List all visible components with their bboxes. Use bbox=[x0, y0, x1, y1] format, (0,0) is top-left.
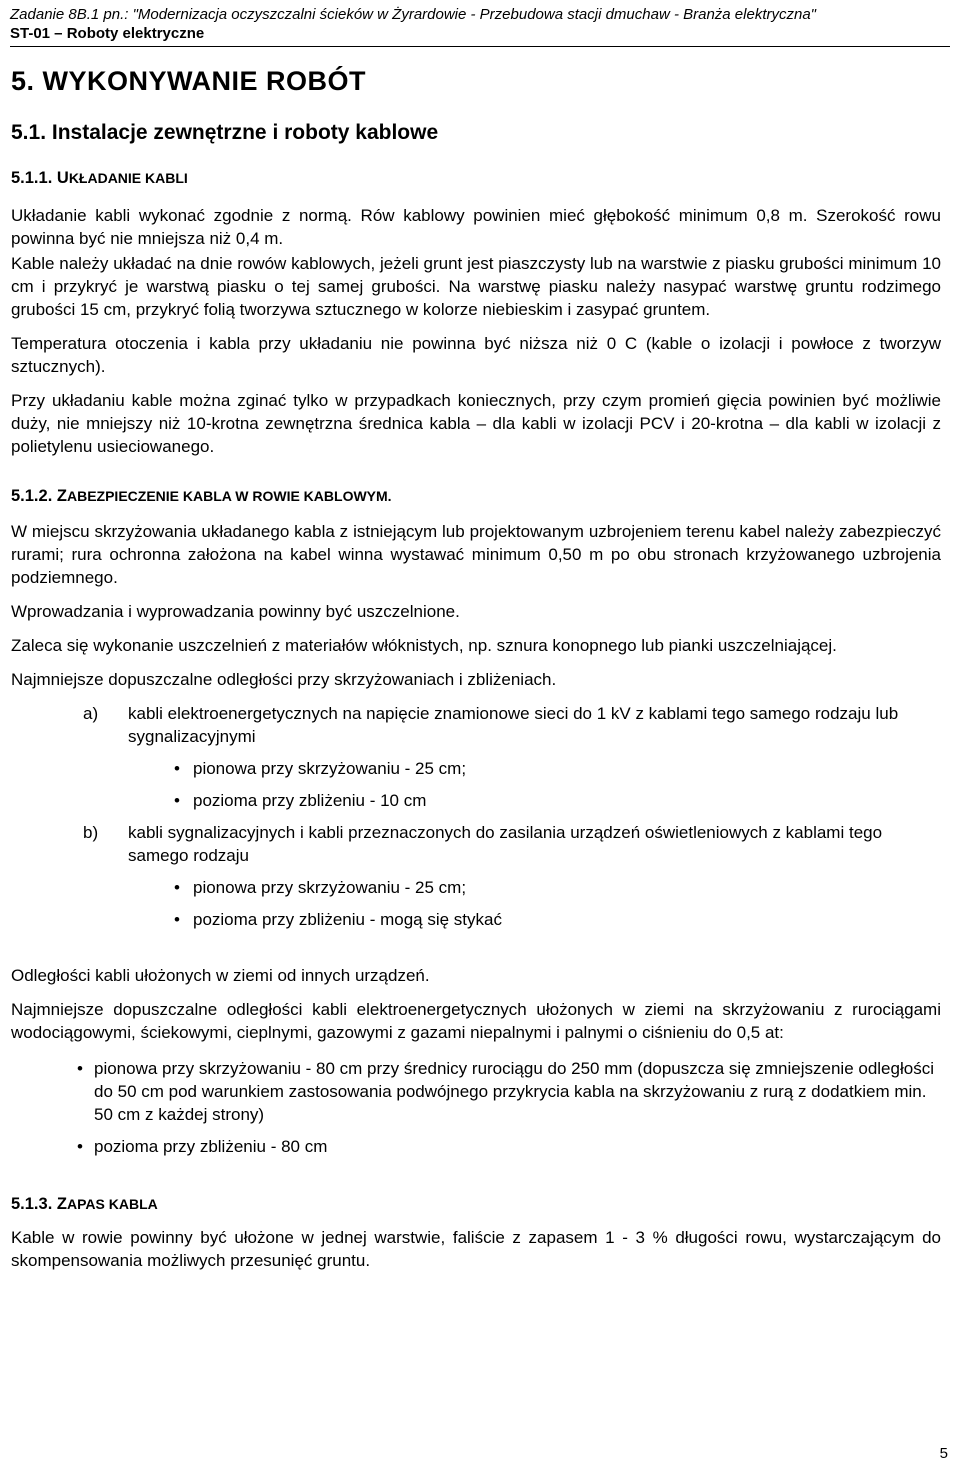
paragraph: Odległości kabli ułożonych w ziemi od innych urządzeń. bbox=[11, 966, 430, 985]
list-text: pionowa przy skrzyżowaniu - 80 cm przy średnicy rurociągu do 250 mm (dopuszcza się zmniejszenie odległości do 50 cm pod warunkiem zastosowania podwójnego przykrycia kabla na skrzyżowaniu z rurą z dodatkiem min. 50 cm z każdej strony) bbox=[94, 1059, 934, 1124]
list-text: pozioma przy zbliżeniu - 80 cm bbox=[94, 1137, 328, 1156]
paragraph: W miejscu skrzyżowania układanego kabla z istniejącym lub projektowanym uzbrojeniem terenu kabel należy zabezpieczyć rurami; rura ochronna założona na kabel winna wystawać minimum 0,50 m po obu stronach krzyżowanego uzbrojenia podziemnego. bbox=[11, 522, 941, 587]
list-item bbox=[11, 1135, 941, 1158]
sub-list-text: pozioma przy zbliżeniu - 10 cm bbox=[193, 791, 427, 810]
section-rest: KŁADANIE KABLI bbox=[68, 170, 188, 186]
section-rest: ABEZPIECZENIE KABLA W ROWIE KABLOWYM. bbox=[66, 488, 392, 504]
bullet-icon: • bbox=[77, 1059, 83, 1078]
section-title-5-1-3 bbox=[11, 1192, 941, 1216]
paragraph: Najmniejsze dopuszczalne odległości przy skrzyżowaniach i zbliżeniach. bbox=[11, 670, 557, 689]
sub-list-item bbox=[11, 757, 941, 780]
sub-list-text: pionowa przy skrzyżowaniu - 25 cm; bbox=[193, 878, 467, 897]
paragraph: Przy układaniu kable można zginać tylko w przypadkach koniecznych, przy czym promień gięcia powinien być możliwie duży, nie mniejszy niż 10-krotna zewnętrzna średnica kabla – dla kabli w izolacji PCV i 20-krotna – dla kabli w izolacji z polietylenu usieciowanego. bbox=[11, 391, 941, 456]
sub-list-item bbox=[11, 876, 941, 899]
bullet-icon: • bbox=[174, 759, 180, 778]
header-spec-code: ST-01 – Roboty elektryczne bbox=[10, 25, 205, 42]
list-item bbox=[11, 1057, 941, 1126]
sub-list-item bbox=[11, 789, 941, 812]
list-text: kabli sygnalizacyjnych i kabli przeznaczonych do zasilania urządzeń oświetleniowych z kablami tego samego rodzaju bbox=[128, 823, 883, 865]
paragraph: Najmniejsze dopuszczalne odległości kabli elektroenergetycznych ułożonych w ziemi na skrzyżowaniu z rurociągami wodociągowymi, ściekowymi, cieplnymi, gazowymi z gazami niepalnymi i palnymi o ciśnieniu do 0,5 at: bbox=[11, 1000, 941, 1042]
bullet-icon: • bbox=[174, 791, 180, 810]
list-item-b bbox=[11, 821, 941, 867]
list-item-a bbox=[11, 702, 941, 748]
section-number: 5.1.3. bbox=[11, 1195, 53, 1213]
document-body bbox=[11, 64, 941, 1272]
bullet-icon: • bbox=[174, 910, 180, 929]
list-label: a) bbox=[83, 704, 99, 723]
bullet-icon: • bbox=[174, 878, 180, 897]
section-rest: APAS KABLA bbox=[66, 1196, 158, 1212]
section-title-5-1: 5.1. Instalacje zewnętrzne i roboty kablowe bbox=[11, 121, 439, 144]
list-text: kabli elektroenergetycznych na napięcie znamionowe sieci do 1 kV z kablami tego samego rodzaju lub sygnalizacyjnymi bbox=[128, 704, 899, 746]
paragraph: Temperatura otoczenia i kabla przy układaniu nie powinna być niższa niż 0 C (kable o izolacji i powłoce z tworzyw sztucznych). bbox=[11, 334, 941, 376]
sub-list-text: pozioma przy zbliżeniu - mogą się stykać bbox=[193, 910, 502, 929]
page-number: 5 bbox=[939, 1445, 948, 1462]
paragraph: Układanie kabli wykonać zgodnie z normą. Rów kablowy powinien mieć głębokość minimum 0,8 m. Szerokość rowu powinna być nie mniejsza niż 0,4 m. bbox=[11, 206, 941, 248]
list-label: b) bbox=[83, 823, 99, 842]
header-project-title: Zadanie 8B.1 pn.: "Modernizacja oczyszczalni ścieków w Żyrardowie - Przebudowa stacji dmuchaw - Branża elektryczna" bbox=[10, 6, 816, 23]
chapter-title: 5. WYKONYWANIE ROBÓT bbox=[11, 66, 367, 96]
section-first-letter: Z bbox=[56, 1195, 67, 1213]
bullet-icon: • bbox=[77, 1137, 83, 1156]
paragraph: Zaleca się wykonanie uszczelnień z materiałów włóknistych, np. sznura konopnego lub pianki uszczelniającej. bbox=[11, 636, 837, 655]
section-first-letter: U bbox=[56, 169, 69, 187]
section-first-letter: Z bbox=[56, 487, 67, 505]
page-header bbox=[10, 6, 950, 47]
section-number: 5.1.2. bbox=[11, 487, 53, 505]
paragraph: Kable należy układać na dnie rowów kablowych, jeżeli grunt jest piaszczysty lub na warstwie z piasku grubości minimum 10 cm i przykryć je warstwą piasku o tej samej grubości. Na warstwę piasku należy nasypać warstwę gruntu rodzimego grubości 15 cm, przykryć folią tworzywa sztucznego w kolorze niebieskim i zasypać gruntem. bbox=[11, 254, 941, 319]
paragraph: Wprowadzania i wyprowadzania powinny być uszczelnione. bbox=[11, 602, 460, 621]
sub-list-item bbox=[11, 908, 941, 931]
paragraph: Kable w rowie powinny być ułożone w jednej warstwie, faliście z zapasem 1 - 3 % długości rowu, wystarczającym do skompensowania możliwych przesunięć gruntu. bbox=[11, 1228, 941, 1270]
section-title-5-1-2 bbox=[11, 484, 941, 508]
section-title-5-1-1 bbox=[11, 166, 941, 190]
sub-list-text: pionowa przy skrzyżowaniu - 25 cm; bbox=[193, 759, 467, 778]
section-number: 5.1.1. bbox=[11, 169, 53, 187]
